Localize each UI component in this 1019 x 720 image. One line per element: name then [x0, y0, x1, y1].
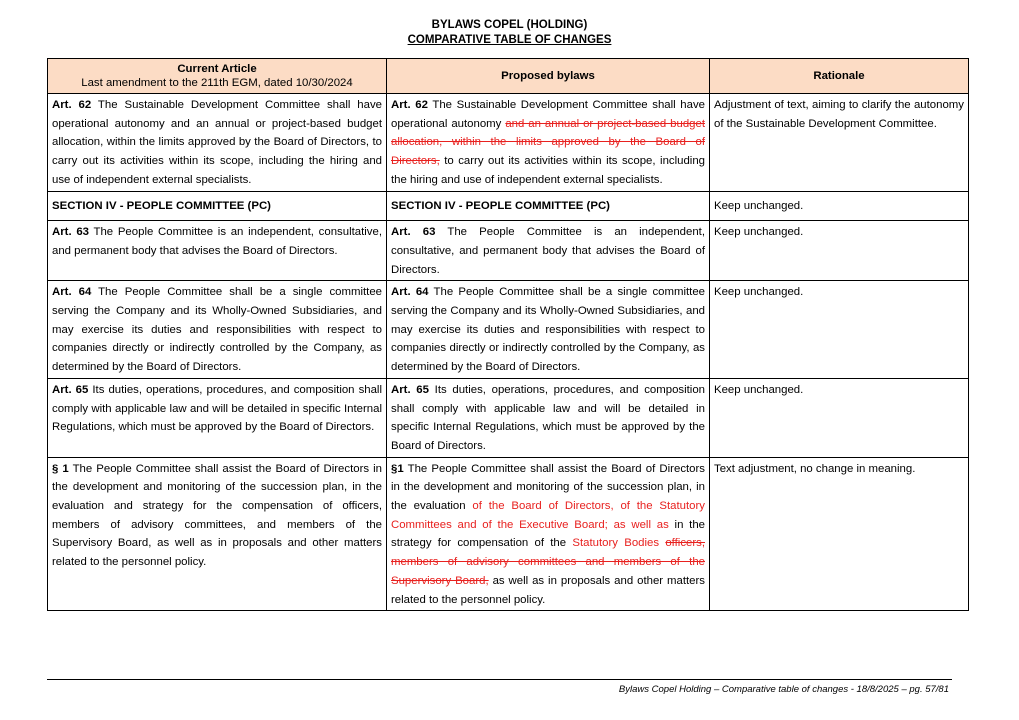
title-line: BYLAWS COPEL (HOLDING) [431, 19, 588, 31]
article-text: Its duties, operations, procedures, and composition shall comply with applicable law and will be detailed in specific Internal Regulations, which must be approved by the Board of Directors. [391, 383, 705, 452]
article-number: Art. 63 [52, 226, 89, 239]
article-number: Art. 62 [391, 99, 428, 111]
article-text: to carry out its activities within its scope, including the hiring and use of independent external specialists. [391, 155, 705, 186]
rationale-cell: Keep unchanged. [710, 221, 969, 281]
proposed-article-cell [387, 221, 710, 281]
article-text: The People Committee is an independent, consultative, and permanent body that advises the Board of Directors. [52, 226, 382, 257]
deleted-text: and an annual or project-based budget allocation, within the limits approved by the Board of Directors, [391, 117, 705, 168]
deleted-text: officers, members of advisory committees and members of the Supervisory Board, [391, 537, 706, 587]
rationale-cell: Keep unchanged. [710, 191, 969, 221]
current-article-heading: Current Article [177, 62, 257, 75]
rationale-cell: Keep unchanged. [710, 378, 969, 457]
column-header-rationale: Rationale [710, 59, 969, 94]
article-text: The People Committee shall be a single committee serving the Company and its Wholly-Owned Subsidiaries, and may exercise its duties and responsibilities with respect to companies directly or indirectly controlled by the Company, as determined by the Board of Directors. [391, 286, 705, 374]
article-number: Art. 65 [391, 383, 429, 396]
current-article-cell [48, 221, 387, 281]
current-article-cell [48, 457, 387, 611]
proposed-article-cell [387, 457, 710, 611]
comparative-table [47, 58, 969, 611]
proposed-article-cell [387, 281, 710, 379]
article-text: The People Committee shall assist the Board of Directors in the development and monitoring of the succession plan, in the evaluation and strategy for the compensation of officers, members of advisory committees, and members of the Supervisory Board, as well as in proposals and other matters related to the personnel policy. [52, 462, 382, 569]
article-text: The People Committee is an independent, consultative, and permanent body that advises the Board of Directors. [391, 226, 706, 276]
article-number: Art. 64 [391, 286, 429, 299]
paragraph-number: § 1 [52, 462, 69, 475]
rationale-cell: Text adjustment, no change in meaning. [710, 457, 969, 611]
subtitle-line: COMPARATIVE TABLE OF CHANGES [407, 34, 612, 46]
article-number: Art. 64 [52, 286, 92, 299]
article-number: Art. 65 [52, 383, 89, 396]
table-row [48, 191, 969, 221]
article-text: The Sustainable Development Committee shall have operational autonomy and an annual or project-based budget allocation, within the limits approved by the Board of Directors, to carry out its activities within its scope, including the hiring and use of independent external specialists. [52, 99, 383, 186]
inserted-text: Statutory Bodies [572, 537, 660, 550]
last-amendment-note: Last amendment to the 211th EGM, dated 10/30/2024 [81, 77, 353, 89]
table-row [48, 94, 969, 192]
paragraph-number: §1 [391, 462, 404, 475]
article-text: Its duties, operations, procedures, and composition shall comply with applicable law and will be detailed in specific Internal Regulations, which must be approved by the Board of Directors. [52, 383, 382, 434]
table-header-row [48, 59, 969, 94]
page-footer: Bylaws Copel Holding – Comparative table of changes - 18/8/2025 – pg. 57/81 [618, 684, 949, 695]
proposed-article-cell [387, 94, 710, 192]
article-number: Art. 62 [52, 99, 92, 111]
document-title [0, 18, 1019, 48]
article-number: Art. 63 [391, 226, 436, 239]
article-text: The People Committee shall assist the Board of Directors in the development and monitoring of the succession plan, in the evaluation [391, 462, 705, 513]
rationale-cell: Adjustment of text, aiming to clarify the autonomy of the Sustainable Development Committee. [710, 94, 969, 192]
proposed-article-cell [387, 378, 710, 457]
table-row [48, 281, 969, 379]
current-article-cell [48, 378, 387, 457]
column-header-current [48, 59, 387, 94]
article-text: The People Committee shall be a single committee serving the Company and its Wholly-Owned Subsidiaries, and may exercise its duties and responsibilities with respect to companies directly or indirectly controlled by the Company, as determined by the Board of Directors. [52, 286, 382, 374]
inserted-text: of the Board of Directors, of the Statutory Committees and of the Executive Board; as well as [391, 500, 705, 531]
current-article-cell [48, 281, 387, 379]
article-text: in the strategy for compensation of the [391, 518, 706, 550]
article-text: as well as in proposals and other matters related to the personnel policy. [391, 574, 705, 606]
proposed-section-heading: SECTION IV - PEOPLE COMMITTEE (PC) [387, 191, 710, 221]
table-row [48, 221, 969, 281]
table-row [48, 457, 969, 611]
rationale-cell: Keep unchanged. [710, 281, 969, 379]
current-section-heading: SECTION IV - PEOPLE COMMITTEE (PC) [48, 191, 387, 221]
table-row [48, 378, 969, 457]
column-header-proposed: Proposed bylaws [387, 59, 710, 94]
footer-divider [47, 679, 952, 680]
article-text: The Sustainable Development Committee shall have operational autonomy [391, 99, 706, 130]
current-article-cell [48, 94, 387, 192]
